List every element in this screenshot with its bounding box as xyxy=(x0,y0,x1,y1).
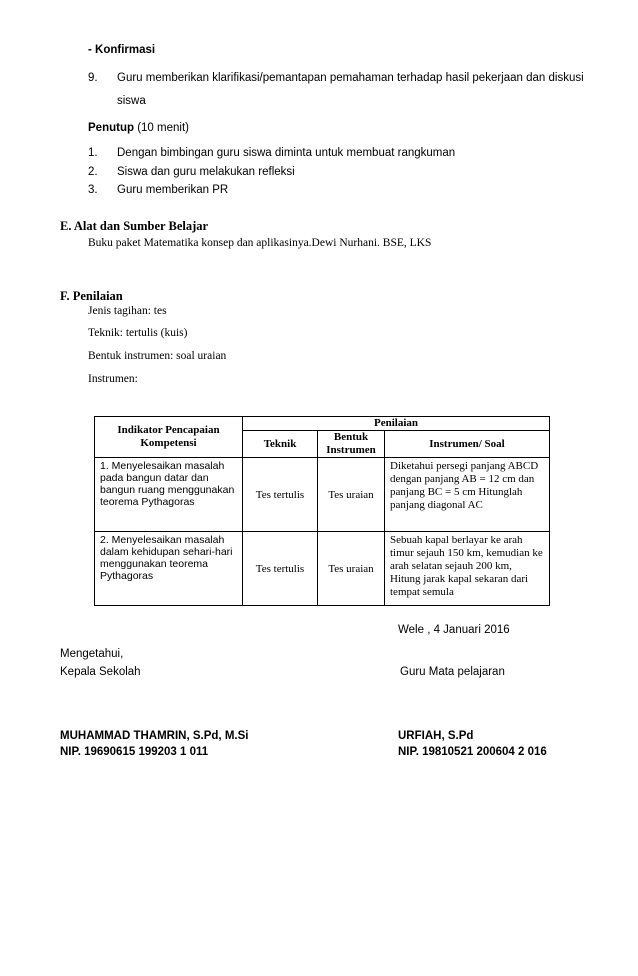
row-2-indikator: 2. Menyelesaikan masalah dalam kehidupan sehari-hari menggunakan teorema Pythagoras xyxy=(95,532,243,606)
header-indikator: Indikator Pencapaian Kompetensi xyxy=(95,417,243,458)
penutup-duration: (10 menit) xyxy=(137,122,189,134)
header-bentuk: Bentuk Instrumen xyxy=(318,431,385,458)
penutup-item-1: Dengan bimbingan guru siswa diminta untuk membuat rangkuman xyxy=(117,147,456,159)
row-2-teknik: Tes tertulis xyxy=(243,532,318,606)
item-9-line-1: Guru memberikan klarifikasi/pemantapan pemahaman terhadap hasil pekerjaan dan diskusi xyxy=(117,72,584,84)
row-1-indikator: 1. Menyelesaikan masalah pada bangun datar dan bangun ruang menggunakan teorema Pythagoras xyxy=(95,458,243,532)
row-1-teknik: Tes tertulis xyxy=(243,458,318,532)
instrumen-label: Instrumen: xyxy=(88,373,138,385)
penutup-heading-line xyxy=(88,122,189,134)
bentuk-instrumen: Bentuk instrumen: soal uraian xyxy=(88,350,227,362)
header-penilaian: Penilaian xyxy=(243,417,550,431)
penutup-item-2-number: 2. xyxy=(88,166,98,178)
guru-label: Guru Mata pelajaran xyxy=(400,666,505,678)
signature-date: Wele , 4 Januari 2016 xyxy=(398,624,510,636)
item-9-line-2: siswa xyxy=(117,95,146,107)
konfirmasi-heading: - Konfirmasi xyxy=(88,44,156,56)
assessment-table xyxy=(94,416,550,606)
table-header-row xyxy=(95,417,550,431)
guru-nip: NIP. 19810521 200604 2 016 xyxy=(398,746,547,758)
guru-name: URFIAH, S.Pd xyxy=(398,730,474,742)
item-9-number: 9. xyxy=(88,72,98,84)
table-row xyxy=(95,532,550,606)
row-1-soal: Diketahui persegi panjang ABCD dengan panjang AB = 12 cm dan panjang BC = 5 cm Hitunglah panjang diagonal AC xyxy=(385,458,550,532)
alat-text: Buku paket Matematika konsep dan aplikasinya.Dewi Nurhani. BSE, LKS xyxy=(88,237,432,249)
table-row xyxy=(95,458,550,532)
penutup-item-3: Guru memberikan PR xyxy=(117,184,229,196)
row-2-bentuk: Tes uraian xyxy=(318,532,385,606)
penutup-item-3-number: 3. xyxy=(88,184,98,196)
jenis-tagihan: Jenis tagihan: tes xyxy=(88,305,167,317)
penutup-heading: Penutup xyxy=(88,122,134,134)
row-1-bentuk: Tes uraian xyxy=(318,458,385,532)
penutup-item-1-number: 1. xyxy=(88,147,98,159)
teknik-penilaian: Teknik: tertulis (kuis) xyxy=(88,327,188,339)
penilaian-heading: F. Penilaian xyxy=(60,289,123,303)
mengetahui-label: Mengetahui, xyxy=(60,648,124,660)
penutup-item-2: Siswa dan guru melakukan refleksi xyxy=(117,166,295,178)
header-teknik: Teknik xyxy=(243,431,318,458)
kepala-sekolah-nip: NIP. 19690615 199203 1 011 xyxy=(60,746,209,758)
header-soal: Instrumen/ Soal xyxy=(385,431,550,458)
row-2-soal: Sebuah kapal berlayar ke arah timur sejauh 150 km, kemudian ke arah selatan sejauh 200 km, Hitung jarak kapal sekaran dari tempat semula xyxy=(385,532,550,606)
kepala-sekolah-name: MUHAMMAD THAMRIN, S.Pd, M.Si xyxy=(60,730,249,742)
alat-heading: E. Alat dan Sumber Belajar xyxy=(60,219,209,233)
kepala-sekolah-label: Kepala Sekolah xyxy=(60,666,141,678)
